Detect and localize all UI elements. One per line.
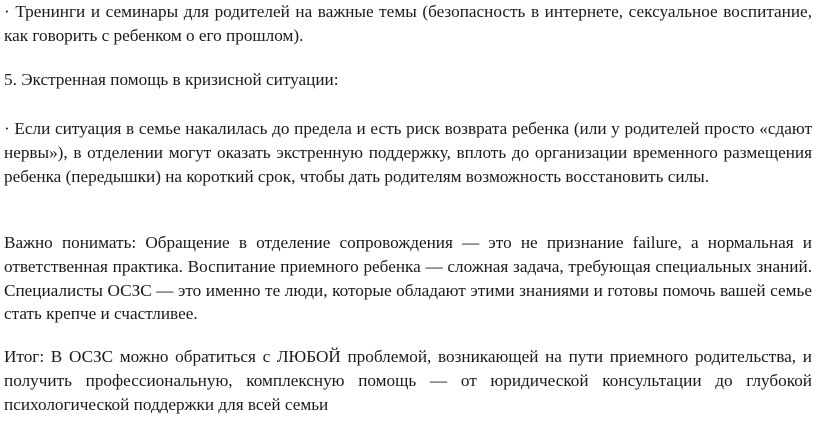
paragraph-emergency-support: · Если ситуация в семье накалилась до предела и есть риск возврата ребенка (или у родителей просто «сдают нервы»), в отделении могут оказать экстренную поддержку, вплоть до организации временного размещения ребенка (передышки) на короткий срок, чтобы дать родителям возможность восстановить силы. (4, 119, 812, 186)
paragraph-emergency-heading: 5. Экстренная помощь в кризисной ситуации: (4, 70, 339, 89)
paragraph-important-note: Важно понимать: Обращение в отделение сопровождения — это не признание failure, а нормальная и ответственная практика. Воспитание приемного ребенка — сложная задача, требующая специальных знаний. Специалисты ОСЗС — это именно те люди, которые обладают этими знаниями и готовы помочь вашей семье стать крепче и счастливее. (4, 233, 812, 324)
paragraph-trainings: · Тренинги и семинары для родителей на важные темы (безопасность в интернете, сексуальное воспитание, как говорить с ребенком о его прошлом). (4, 2, 812, 45)
paragraph-summary: Итог: В ОСЗС можно обратиться с ЛЮБОЙ проблемой, возникающей на пути приемного родительства, и получить профессиональную, комплексную помощь — от юридической консультации до глубокой психологической поддержки для всей семьи (4, 347, 812, 414)
